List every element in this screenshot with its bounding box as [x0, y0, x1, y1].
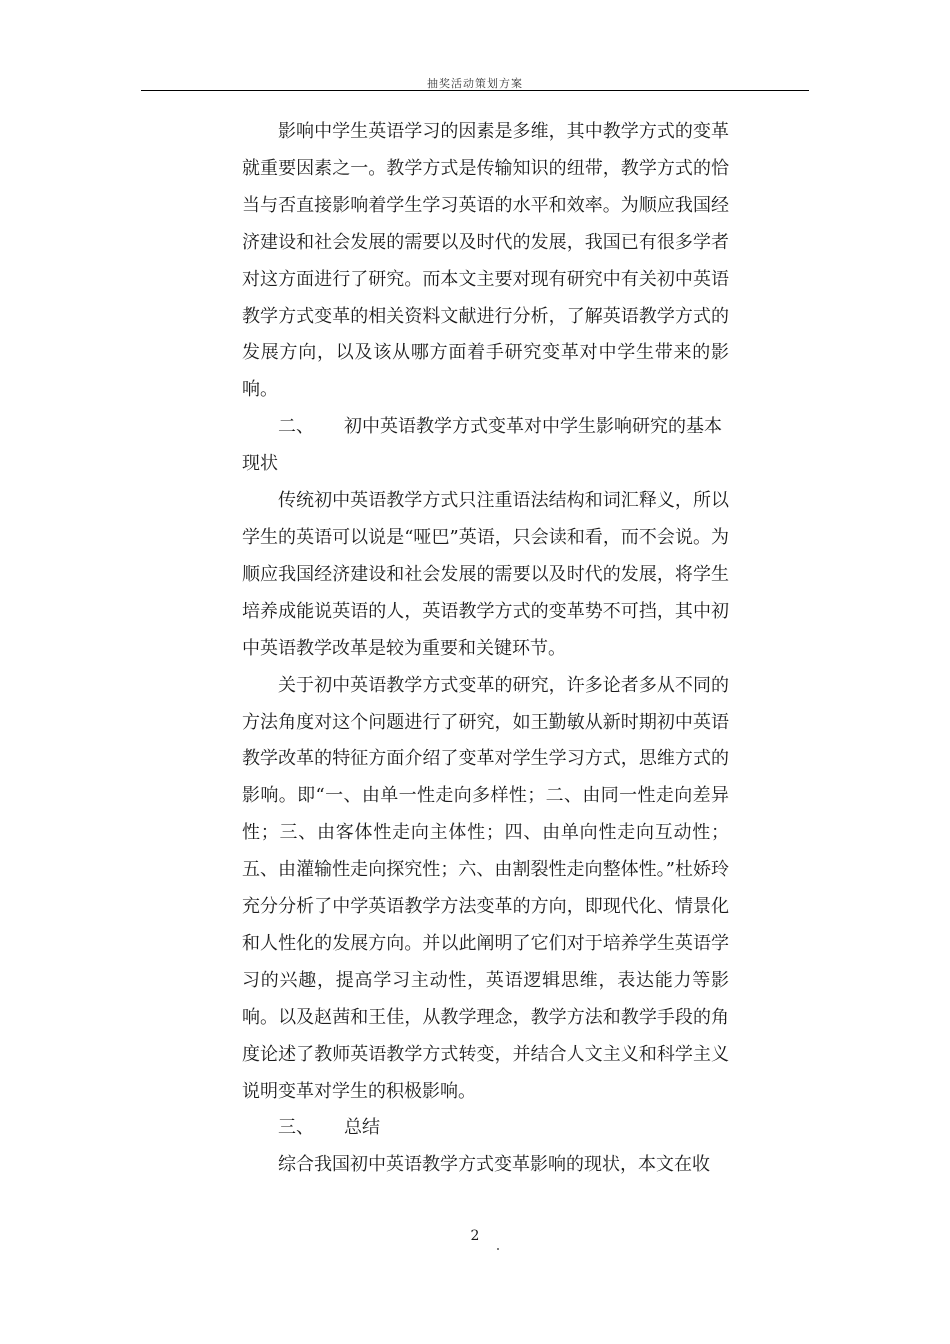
- section-title-3: 总结: [344, 1117, 380, 1139]
- paragraph-intro: 影响中学生英语学习的因素是多维，其中教学方式的变革就重要因素之一。教学方式是传输知识的纽带，教学方式的恰当与否直接影响着学生学习英语的水平和效率。为顺应我国经济建设和社会发展的需要以及时代的发展，我国已有很多学者对这方面进行了研究。而本文主要对现有研究中有关初中英语教学方式变革的相关资料文献进行分析，了解英语教学方式的发展方向，以及该从哪方面着手研究变革对中学生带来的影响。: [242, 121, 729, 401]
- paragraph-research-review: 关于初中英语教学方式变革的研究，许多论者多从不同的方法角度对这个问题进行了研究，如王勤敏从新时期初中英语教学改革的特征方面介绍了变革对学生学习方式，思维方式的影响。即“一、由单一性走向多样性；二、由同一性走向差异性；三、由客体性走向主体性；四、由单向性走向互动性；五、由灌输性走向探究性；六、由割裂性走向整体性。”杜娇玲充分分析了中学英语教学方法变革的方向，即现代化、情景化和人性化的发展方向。并以此阐明了它们对于培养学生英语学习的兴趣，提高学习主动性，英语逻辑思维，表达能力等影响。以及赵茜和王佳，从教学理念，教学方法和教学手段的角度论述了教师英语教学方式转变，并结合人文主义和科学主义说明变革对学生的积极影响。: [242, 674, 729, 1102]
- header-divider: [141, 90, 809, 91]
- page-number: 2: [470, 1228, 480, 1244]
- running-header-title: 抽奖活动策划方案: [427, 77, 523, 90]
- paragraph-traditional-teaching: 传统初中英语教学方式只注重语法结构和词汇释义，所以学生的英语可以说是“哑巴”英语，只会读和看，而不会说。为顺应我国经济建设和社会发展的需要以及时代的发展，将学生培养成能说英语的人，英语教学方式的变革势不可挡，其中初中英语教学改革是较为重要和关键环节。: [242, 490, 729, 659]
- section-number-3: 三、: [278, 1117, 314, 1139]
- section-heading-3: [242, 1110, 729, 1147]
- section-heading-2: [242, 409, 729, 483]
- section-title-2: 初中英语教学方式变革对中学生影响研究的基本现状: [242, 416, 722, 475]
- document-body: [242, 114, 729, 1184]
- footer-dot: [497, 1248, 499, 1250]
- section-number-2: 二、: [278, 416, 314, 438]
- paragraph-summary: 综合我国初中英语教学方式变革影响的现状，本文在收: [278, 1154, 710, 1176]
